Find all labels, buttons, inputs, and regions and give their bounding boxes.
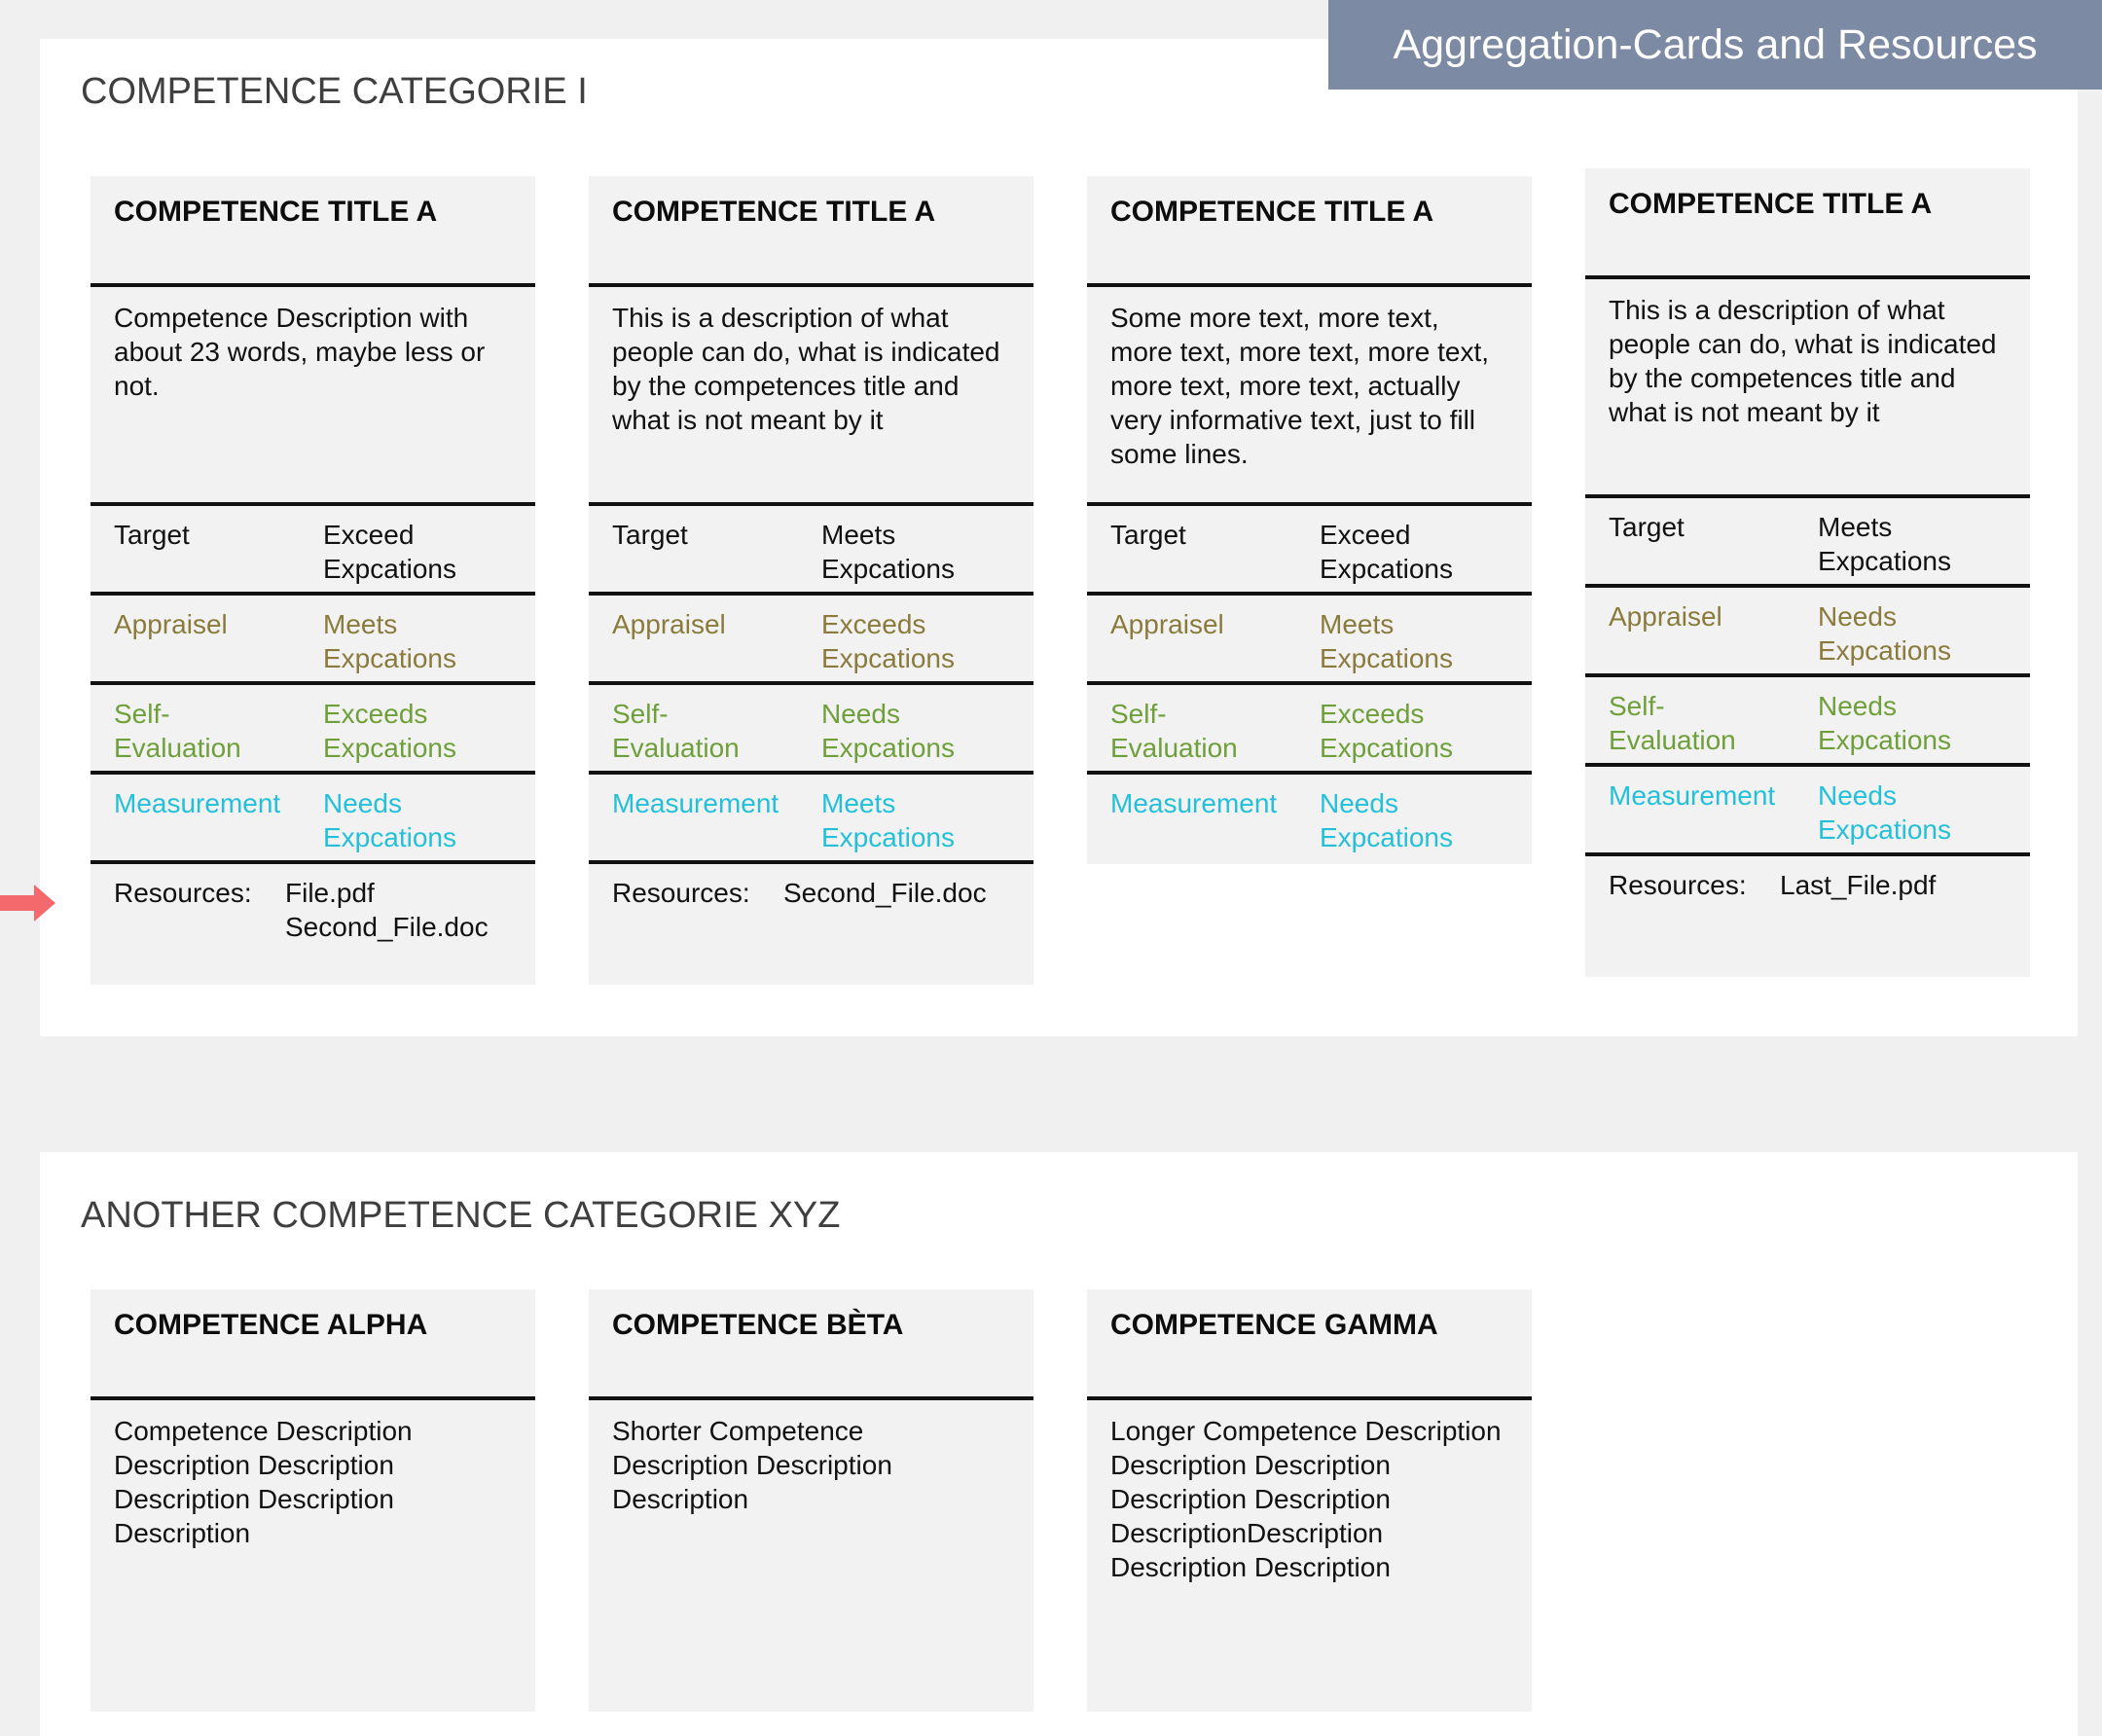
resources-row — [589, 864, 1033, 985]
self-evaluation-row — [91, 685, 535, 775]
self-evaluation-row — [589, 685, 1033, 775]
appraisel-value: Meets Expcations — [1320, 609, 1453, 673]
card-description: Longer Competence Description Description Description Description Description DescriptionDescription Description Description — [1110, 1416, 1502, 1582]
measurement-value: Needs Expcations — [323, 788, 456, 852]
appraisel-row — [1087, 596, 1532, 685]
category-section-2 — [40, 1152, 2078, 1736]
category-section-1 — [40, 39, 2078, 1036]
appraisel-row — [1585, 588, 2030, 677]
resources-label: Resources: — [612, 878, 750, 908]
competence-card — [91, 176, 535, 985]
card-title: COMPETENCE GAMMA — [1087, 1289, 1532, 1400]
resources-row — [91, 864, 535, 985]
card-row — [91, 176, 2030, 985]
target-value: Meets Expcations — [821, 520, 955, 584]
red-arrow-icon — [0, 884, 56, 922]
resource-file: File.pdf — [285, 878, 375, 908]
target-label: Target — [1609, 512, 1685, 542]
measurement-row — [91, 775, 535, 864]
measurement-value: Needs Expcations — [1320, 788, 1453, 852]
measurement-row — [1585, 767, 2030, 856]
resources-files — [1780, 868, 1936, 977]
resources-files — [783, 876, 987, 985]
appraisel-label: Appraisel — [1110, 609, 1224, 639]
competence-card — [589, 176, 1033, 985]
appraisel-row — [91, 596, 535, 685]
appraisel-row — [589, 596, 1033, 685]
target-label: Target — [612, 520, 688, 550]
appraisel-value: Exceeds Expcations — [821, 609, 955, 673]
card-description: This is a description of what people can do, what is indicated by the competences title and what is not meant by it — [589, 287, 1033, 506]
target-value: Meets Expcations — [1818, 512, 1951, 576]
slide-title: Aggregation-Cards and Resources — [1393, 20, 2038, 68]
resource-file: Second_File.doc — [783, 878, 987, 908]
card-title: COMPETENCE TITLE A — [1087, 176, 1532, 287]
section-heading: ANOTHER COMPETENCE CATEGORIE XYZ — [81, 1195, 841, 1236]
target-row — [1585, 498, 2030, 588]
card-description: Competence Description Description Description Description Description Description — [114, 1416, 413, 1548]
self-evaluation-label: Self-Evaluation — [1609, 691, 1736, 755]
card-description: Some more text, more text, more text, more text, more text, more text, more text, actually very informative text, just to fill some lines. — [1087, 287, 1532, 506]
self-evaluation-value: Exceeds Expcations — [1320, 699, 1453, 763]
appraisel-value: Meets Expcations — [323, 609, 456, 673]
measurement-label: Measurement — [1609, 780, 1776, 811]
target-label: Target — [114, 520, 190, 550]
self-evaluation-row — [1087, 685, 1532, 775]
target-label: Target — [1110, 520, 1186, 550]
measurement-row — [589, 775, 1033, 864]
appraisel-value: Needs Expcations — [1818, 601, 1951, 666]
resources-row — [1585, 856, 2030, 977]
card-row — [91, 1289, 1532, 1712]
appraisel-label: Appraisel — [114, 609, 228, 639]
self-evaluation-value: Needs Expcations — [821, 699, 955, 763]
card-title: COMPETENCE ALPHA — [91, 1289, 535, 1400]
resource-file: Second_File.doc — [285, 912, 489, 942]
self-evaluation-label: Self-Evaluation — [612, 699, 740, 763]
appraisel-label: Appraisel — [612, 609, 726, 639]
competence-card — [1087, 176, 1532, 864]
target-row — [1087, 506, 1532, 596]
self-evaluation-row — [1585, 677, 2030, 767]
self-evaluation-label: Self-Evaluation — [1110, 699, 1238, 763]
target-value: Exceed Expcations — [323, 520, 456, 584]
competence-card — [91, 1289, 535, 1712]
self-evaluation-label: Self-Evaluation — [114, 699, 241, 763]
measurement-value: Meets Expcations — [821, 788, 955, 852]
measurement-label: Measurement — [1110, 788, 1278, 818]
card-title: COMPETENCE TITLE A — [1585, 168, 2030, 279]
target-value: Exceed Expcations — [1320, 520, 1453, 584]
card-description: Shorter Competence Description Description Description — [612, 1416, 892, 1514]
measurement-label: Measurement — [114, 788, 281, 818]
card-title: COMPETENCE BÈTA — [589, 1289, 1033, 1400]
resource-file: Last_File.pdf — [1780, 870, 1937, 900]
card-title: COMPETENCE TITLE A — [91, 176, 535, 287]
competence-card — [589, 1289, 1033, 1712]
appraisel-label: Appraisel — [1609, 601, 1722, 632]
resources-files — [285, 876, 489, 985]
resources-label: Resources: — [114, 878, 252, 908]
competence-card — [1585, 168, 2030, 977]
measurement-row — [1087, 775, 1532, 864]
measurement-label: Measurement — [612, 788, 779, 818]
card-title: COMPETENCE TITLE A — [589, 176, 1033, 287]
section-heading: COMPETENCE CATEGORIE I — [81, 71, 588, 112]
measurement-value: Needs Expcations — [1818, 780, 1951, 845]
card-description: This is a description of what people can do, what is indicated by the competences title and what is not meant by it — [1585, 279, 2030, 498]
resources-label: Resources: — [1609, 870, 1747, 900]
card-description: Competence Description with about 23 words, maybe less or not. — [91, 287, 535, 506]
target-row — [589, 506, 1033, 596]
slide-title-banner — [1328, 0, 2102, 90]
target-row — [91, 506, 535, 596]
competence-card — [1087, 1289, 1532, 1712]
self-evaluation-value: Exceeds Expcations — [323, 699, 456, 763]
self-evaluation-value: Needs Expcations — [1818, 691, 1951, 755]
